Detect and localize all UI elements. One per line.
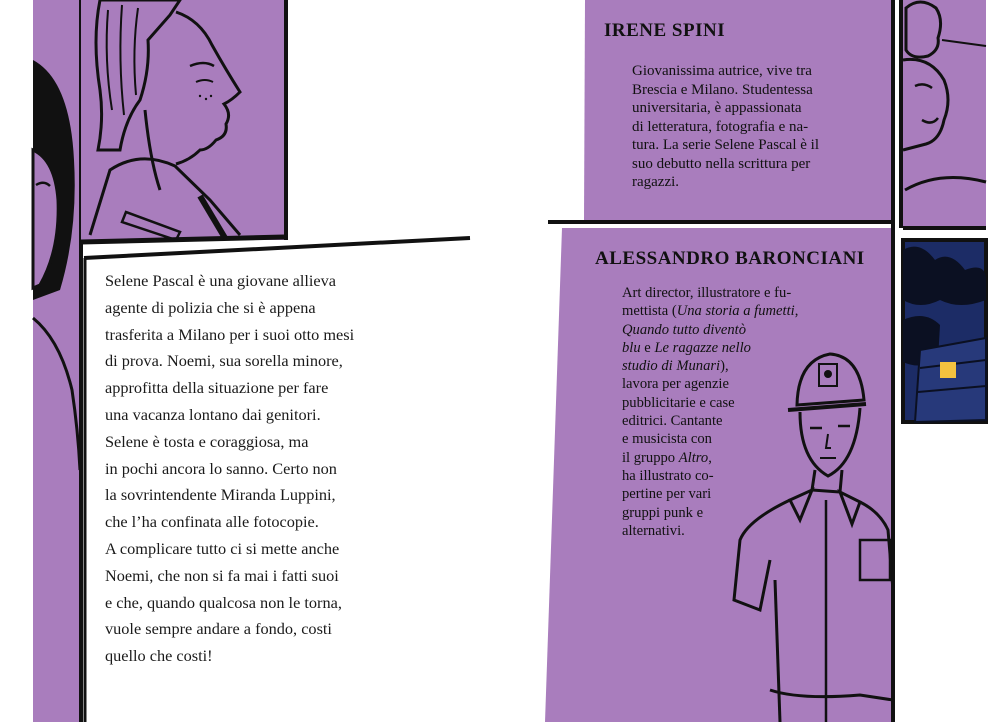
bio-line: di letteratura, fotografia e na- bbox=[632, 118, 809, 135]
synopsis-line: in pochi ancora lo sanno. Certo non bbox=[105, 458, 337, 478]
synopsis-line: vuole sempre andare a fondo, costi bbox=[105, 619, 332, 639]
bio-text-run: e musicista con bbox=[622, 431, 712, 448]
bio-italic-run: Le ragazze nello bbox=[654, 339, 751, 356]
bio-line bbox=[622, 284, 798, 302]
synopsis-line: la sovrintendente Miranda Luppini, bbox=[105, 485, 336, 505]
bio-line bbox=[622, 412, 798, 430]
bio-line: universitaria, è appassionata bbox=[632, 100, 802, 116]
night-building-illustration bbox=[903, 240, 986, 422]
bio-text-run: , bbox=[794, 303, 799, 320]
synopsis-line: trasferita a Milano per i suoi otto mesi bbox=[105, 324, 355, 344]
bio-line: Brescia e Milano. Studentessa bbox=[632, 81, 813, 98]
synopsis-line: che l’ha confinata alle fotocopie. bbox=[105, 512, 319, 532]
bio-text-run: lavora per agenzie bbox=[622, 376, 729, 393]
author-name-alessandro-baronciani: ALESSANDRO BARONCIANI bbox=[595, 248, 865, 269]
bio-italic-run: studio di Munari bbox=[622, 358, 721, 375]
synopsis-line: di prova. Noemi, sua sorella minore, bbox=[105, 351, 343, 371]
bio-line bbox=[622, 449, 798, 467]
synopsis-line: una vacanza lontano dai genitori. bbox=[105, 404, 321, 424]
bio-line bbox=[622, 321, 798, 339]
bio-text-run: ), bbox=[720, 358, 729, 375]
bio-text-run: gruppi punk e bbox=[622, 504, 704, 521]
bio-line bbox=[622, 485, 798, 503]
synopsis-line: Selene Pascal è una giovane allieva bbox=[105, 271, 337, 290]
bio-line bbox=[622, 467, 798, 485]
bio-text-run: il gruppo bbox=[622, 449, 679, 466]
synopsis-line: quello che costi! bbox=[105, 646, 213, 666]
bio-italic-run: Una storia a fumetti bbox=[676, 303, 795, 320]
bio-italic-run: Altro bbox=[678, 449, 709, 466]
bio-line bbox=[622, 375, 798, 393]
author-bio-alessandro-baronciani bbox=[622, 284, 798, 540]
synopsis-line: approfitta della situazione per fare bbox=[105, 378, 329, 398]
bio-line bbox=[622, 522, 798, 540]
author-name-irene-spini: IRENE SPINI bbox=[604, 20, 726, 41]
bio-line: suo debutto nella scrittura per bbox=[632, 155, 811, 172]
bio-text-run: ha illustrato co- bbox=[622, 467, 714, 484]
bio-line bbox=[622, 302, 798, 320]
bio-line bbox=[622, 394, 798, 412]
bio-text-run: Art director, illustratore e fu- bbox=[622, 285, 792, 301]
author-bio-irene-spini bbox=[632, 62, 819, 192]
bio-text-run: e bbox=[640, 339, 655, 356]
synopsis-text bbox=[105, 268, 354, 670]
bio-text-run: pubblicitarie e case bbox=[622, 394, 735, 411]
synopsis-line: Selene è tosta e coraggiosa, ma bbox=[105, 431, 309, 451]
bio-line: tura. La serie Selene Pascal è il bbox=[632, 137, 820, 153]
bio-line: ragazzi. bbox=[632, 174, 680, 190]
girl-profile-illustration bbox=[81, 0, 288, 242]
bio-text-run: pertine per vari bbox=[622, 486, 712, 503]
bio-italic-run: blu bbox=[622, 339, 641, 356]
bio-line: Giovanissima autrice, vive tra bbox=[632, 63, 812, 79]
lit-window bbox=[940, 362, 956, 378]
bio-text-run: editrici. Cantante bbox=[622, 413, 723, 430]
synopsis-line: agente di polizia che si è appena bbox=[105, 297, 316, 317]
bio-text-run: , bbox=[708, 449, 712, 466]
synopsis-line: e che, quando qualcosa non le torna, bbox=[105, 592, 342, 612]
bio-text-run: mettista ( bbox=[622, 303, 677, 320]
synopsis-line: A complicare tutto ci si mette anche bbox=[105, 538, 340, 558]
bio-line bbox=[622, 339, 798, 357]
smiling-person-illustration bbox=[899, 0, 986, 228]
synopsis-line: Noemi, che non si fa mai i fatti suoi bbox=[105, 565, 339, 585]
bio-italic-run: Quando tutto diventò bbox=[622, 321, 747, 338]
bio-line bbox=[622, 430, 798, 448]
bio-line bbox=[622, 504, 798, 522]
bio-text-run: alternativi. bbox=[622, 522, 685, 539]
bio-line bbox=[622, 357, 798, 375]
